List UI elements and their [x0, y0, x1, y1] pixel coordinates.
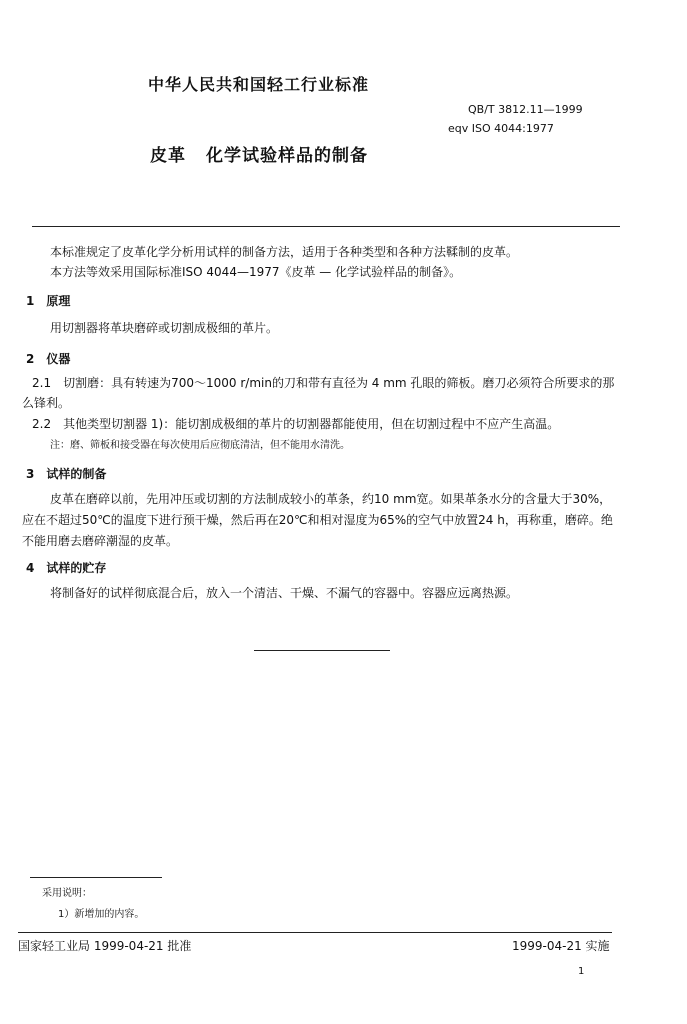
section-3-heading: 3 试样的制备: [26, 467, 107, 481]
footnote-item: 1）新增加的内容。: [58, 909, 145, 920]
issuing-organization: 中华人民共和国轻工行业标准: [148, 75, 370, 94]
footer-divider: [18, 932, 612, 933]
title-part-2: 化学试验样品的制备: [206, 146, 368, 166]
effective-date: 1999-04-21 实施: [512, 939, 610, 953]
footnote-label: 采用说明：: [42, 888, 92, 899]
standard-code: QB/T 3812.11—1999: [468, 103, 583, 116]
section-3-text: 皮革在磨碎以前，先用冲压或切割的方法制成较小的革条，约10 mm宽。如果革条水分的含量大于30%，应在不超过50℃的温度下进行预干燥，然后再在20℃和相对湿度为65%的空气中放置24 h，再称重，磨碎。绝不能用磨去磨碎潮湿的皮革。: [22, 492, 613, 548]
equivalent-standard: eqv ISO 4044:1977: [448, 122, 554, 135]
section-1-text: 用切割器将革块磨碎或切割成极细的革片。: [50, 321, 279, 335]
document-title: [150, 141, 368, 166]
section-2-note: 注：磨、筛板和接受器在每次使用后应彻底清洁，但不能用水清洗。: [50, 440, 350, 451]
section-4-text: 将制备好的试样彻底混合后，放入一个清洁、干燥、不漏气的容器中。容器应远离热源。: [50, 586, 519, 600]
section-2-1-text: 2.1 切割磨：具有转速为700～1000 r/min的刀和带有直径为 4 mm 孔眼的筛板。磨刀必须符合所要求的那么锋利。: [22, 376, 615, 410]
end-of-text-rule: [254, 650, 390, 651]
section-1-heading: 1 原理: [26, 294, 71, 308]
title-part-1: 皮革: [150, 146, 186, 166]
footnote-divider: [30, 877, 162, 878]
intro-paragraph-1: 本标准规定了皮革化学分析用试样的制备方法，适用于各种类型和各种方法鞣制的皮革。: [50, 245, 519, 259]
header-divider: [32, 226, 620, 227]
section-2-heading: 2 仪器: [26, 352, 71, 366]
section-4-heading: 4 试样的贮存: [26, 561, 107, 575]
intro-paragraph-2: 本方法等效采用国际标准ISO 4044—1977《皮革 — 化学试验样品的制备》。: [50, 265, 462, 279]
section-2-2-text: 2.2 其他类型切割器 1)：能切割成极细的革片的切割器都能使用，但在切割过程中不应产生高温。: [32, 417, 560, 431]
page-number: 1: [578, 966, 585, 977]
approval-date: 国家轻工业局 1999-04-21 批准: [18, 939, 192, 953]
